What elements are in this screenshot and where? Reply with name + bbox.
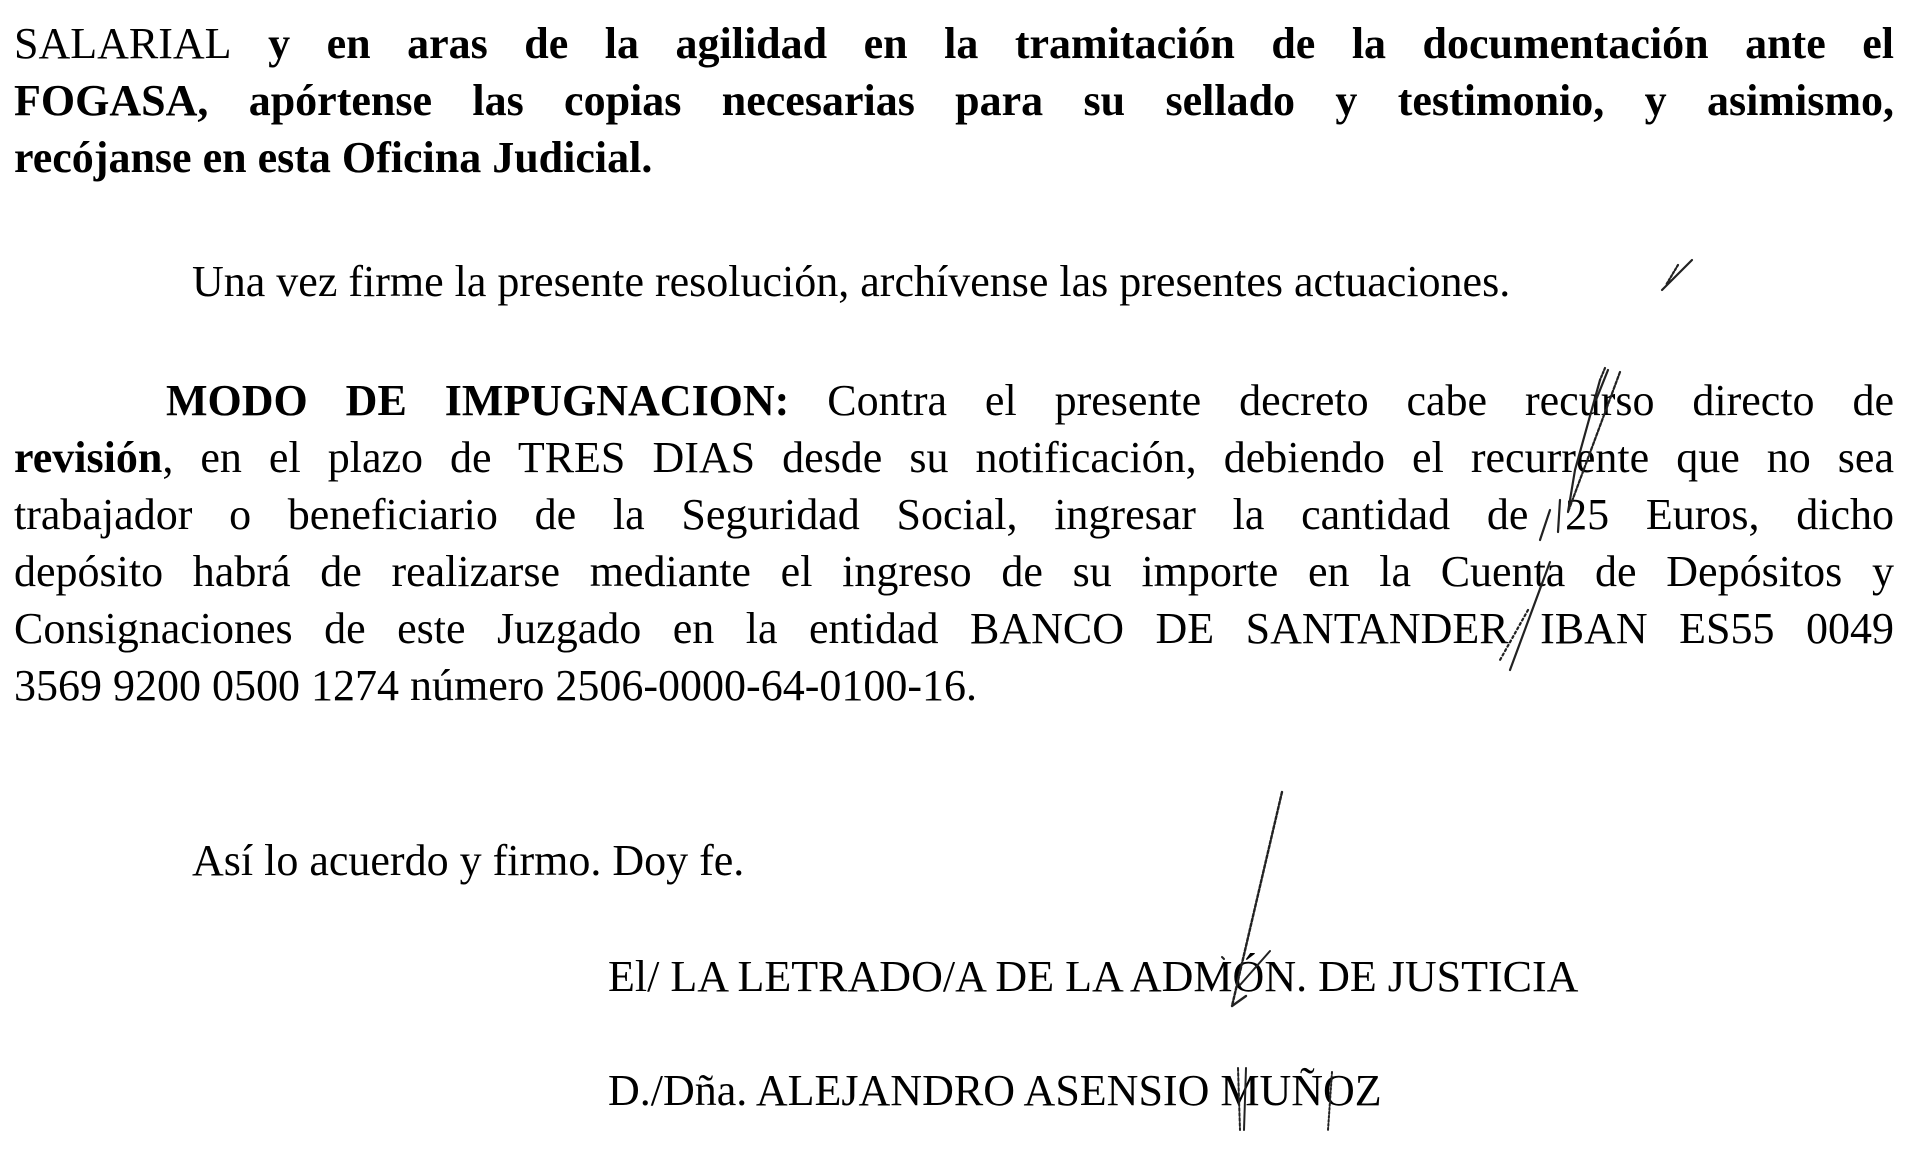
impugnacion-line-5: Consignaciones de este Juzgado en la entidad BANCO DE SANTANDER IBAN ES55 0049: [14, 604, 1894, 653]
paragraph-fogasa: [14, 15, 1894, 186]
paragraph-archive: Una vez firme la presente resolución, archívense las presentes actuaciones.: [192, 257, 1511, 306]
signatory-role: El/ LA LETRADO/A DE LA ADMÓN. DE JUSTICIA: [608, 952, 1579, 1001]
salarial-word: SALARIAL: [14, 19, 232, 68]
impugnacion-line-3: trabajador o beneficiario de la Seguridad Social, ingresar la cantidad de 25 Euros, dicho: [14, 490, 1894, 539]
paragraph-fogasa-line-3: recójanse en esta Oficina Judicial.: [14, 133, 653, 182]
paragraph-fogasa-line-2: FOGASA, apórtense las copias necesarias para su sellado y testimonio, y asimismo,: [14, 76, 1894, 125]
paragraph-fogasa-line-1: [14, 15, 1894, 72]
closing-statement: Así lo acuerdo y firmo. Doy fe.: [192, 836, 745, 885]
impugnacion-line-4: depósito habrá de realizarse mediante el ingreso de su importe en la Cuenta de Depósitos y: [14, 547, 1894, 596]
impugnacion-line-1-text: Contra el presente decreto cabe recurso directo de: [789, 376, 1894, 425]
revision-word: revisión: [14, 433, 163, 482]
fogasa-line-1-bold: y en aras de la agilidad en la tramitación de la documentación ante el: [231, 19, 1894, 68]
paragraph-impugnacion: [14, 372, 1894, 714]
signatory-name: D./Dña. ALEJANDRO ASENSIO MUÑOZ: [608, 1066, 1382, 1115]
impugnacion-line-1: [14, 372, 1894, 429]
impugnacion-heading: MODO DE IMPUGNACION:: [166, 376, 790, 425]
impugnacion-line-2: [14, 429, 1894, 486]
signature-mark-1: [1662, 260, 1692, 290]
impugnacion-line-6: 3569 9200 0500 1274 número 2506-0000-64-0100-16.: [14, 661, 978, 710]
impugnacion-line-2-text: , en el plazo de TRES DIAS desde su notificación, debiendo el recurrente que no sea: [162, 433, 1894, 482]
signature-mark-2: [1666, 265, 1678, 285]
